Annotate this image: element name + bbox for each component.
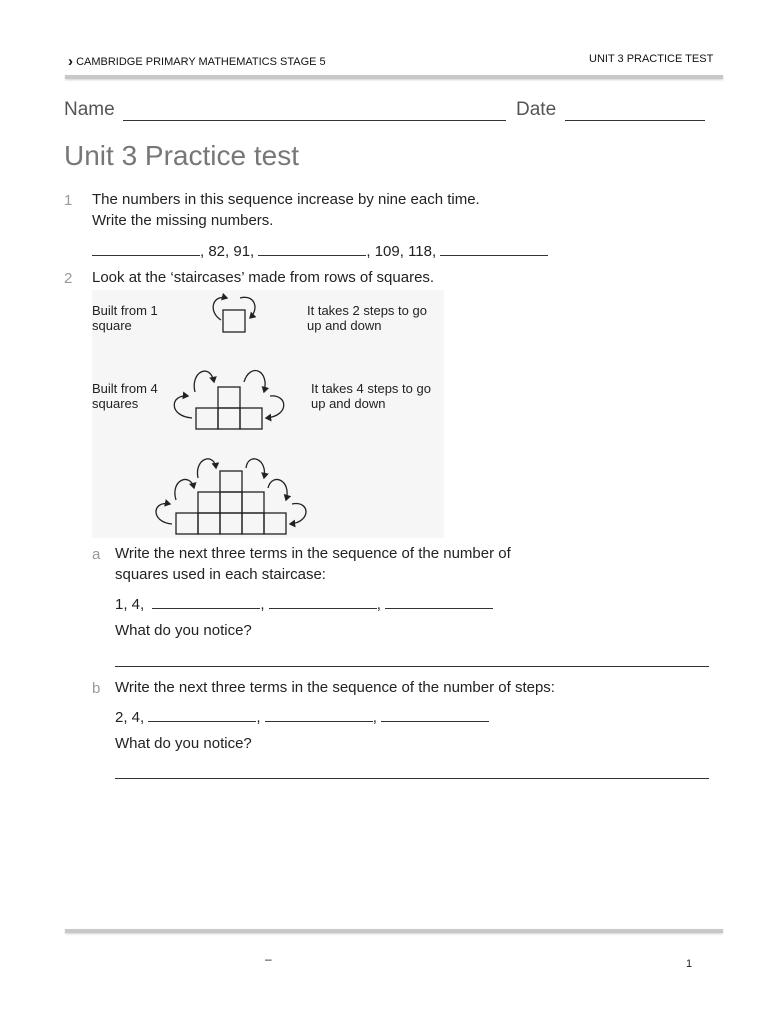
- header-rule: [65, 75, 723, 79]
- step-arrow: [156, 504, 172, 524]
- figure-built1-line2: square: [92, 318, 132, 333]
- part-a-notice: What do you notice?: [115, 622, 252, 639]
- figure-steps1-line1: It takes 2 steps to go: [307, 303, 427, 318]
- q1-answer-blank-1[interactable]: [92, 241, 200, 256]
- staircase-drawings: [92, 290, 444, 538]
- square: [198, 513, 220, 534]
- part-a-letter: a: [92, 546, 101, 563]
- footer-rule: [65, 929, 723, 933]
- question-number-1: 1: [64, 192, 73, 209]
- part-a-blank-2[interactable]: [269, 594, 377, 609]
- square: [176, 513, 198, 534]
- q2-intro: Look at the ‘staircases’ made from rows of squares.: [92, 269, 435, 286]
- step-arrow: [240, 297, 255, 318]
- q1-answer-blank-3[interactable]: [440, 241, 548, 256]
- chevron-right-icon: ›: [68, 53, 73, 70]
- part-a-line1: Write the next three terms in the sequence of the number of: [115, 545, 511, 562]
- part-a-seq-text: 1, 4,: [115, 596, 145, 613]
- part-b-line1: Write the next three terms in the sequence of the number of steps:: [115, 679, 555, 696]
- q1-seq-text-1: , 82, 91,: [200, 243, 259, 260]
- figure-built1-line1: Built from 1: [92, 303, 158, 318]
- date-label: Date: [516, 99, 557, 120]
- step-arrow: [197, 459, 216, 478]
- square: [242, 513, 264, 534]
- step-arrow: [268, 479, 287, 500]
- question-number-2: 2: [64, 270, 73, 287]
- part-a-blank-3[interactable]: [385, 594, 493, 609]
- figure-steps4-line2: up and down: [311, 396, 386, 411]
- name-field[interactable]: [123, 120, 506, 121]
- figure-steps4-line1: It takes 4 steps to go: [311, 381, 431, 396]
- header-right: UNIT 3 PRACTICE TEST: [589, 53, 714, 65]
- step-arrow: [213, 297, 227, 320]
- page-title: Unit 3 Practice test: [64, 140, 299, 171]
- staircase-2: [174, 371, 284, 429]
- square: [218, 408, 240, 429]
- part-b-sequence: 2, 4, , ,: [115, 707, 489, 726]
- q1-answer-blank-2[interactable]: [258, 241, 366, 256]
- q1-seq-text-2: , 109, 118,: [366, 243, 441, 260]
- square: [242, 492, 264, 513]
- part-b-blank-3[interactable]: [381, 707, 489, 722]
- q1-sequence: [92, 241, 548, 260]
- square: [196, 408, 218, 429]
- figure-built4-line2: squares: [92, 396, 139, 411]
- square: [198, 492, 220, 513]
- square: [223, 310, 245, 332]
- staircase-figure: [92, 290, 444, 538]
- q1-line1: The numbers in this sequence increase by nine each time.: [92, 191, 480, 208]
- part-a-blank-1[interactable]: [152, 594, 260, 609]
- figure-steps1-line2: up and down: [307, 318, 382, 333]
- part-b-answer-line[interactable]: [115, 778, 709, 779]
- figure-built4-line1: Built from 4: [92, 381, 158, 396]
- step-arrow: [194, 371, 214, 392]
- date-field[interactable]: [565, 120, 705, 121]
- staircase-1: [213, 297, 255, 332]
- step-arrow: [290, 504, 306, 524]
- name-label: Name: [64, 99, 115, 120]
- step-arrow: [174, 396, 192, 418]
- staircase-3: [156, 459, 306, 534]
- page-number: 1: [686, 958, 693, 970]
- square: [220, 471, 242, 492]
- part-b-notice: What do you notice?: [115, 735, 252, 752]
- part-b-seq-text: 2, 4,: [115, 709, 145, 726]
- part-b-blank-1[interactable]: [148, 707, 256, 722]
- step-arrow: [266, 396, 284, 418]
- part-a-line2: squares used in each staircase:: [115, 566, 326, 583]
- step-arrow: [246, 459, 265, 478]
- footer-mark: –: [265, 952, 272, 966]
- square: [264, 513, 286, 534]
- part-a-answer-line[interactable]: [115, 666, 709, 667]
- square: [218, 387, 240, 408]
- step-arrow: [244, 371, 265, 392]
- square: [220, 513, 242, 534]
- part-a-sequence: 1, 4, , ,: [115, 594, 493, 613]
- header-left: [68, 52, 326, 69]
- header-title: CAMBRIDGE PRIMARY MATHEMATICS STAGE 5: [76, 56, 326, 68]
- square: [220, 492, 242, 513]
- square: [240, 408, 262, 429]
- part-b-letter: b: [92, 680, 101, 697]
- part-b-blank-2[interactable]: [265, 707, 373, 722]
- step-arrow: [175, 479, 194, 500]
- q1-line2: Write the missing numbers.: [92, 212, 274, 229]
